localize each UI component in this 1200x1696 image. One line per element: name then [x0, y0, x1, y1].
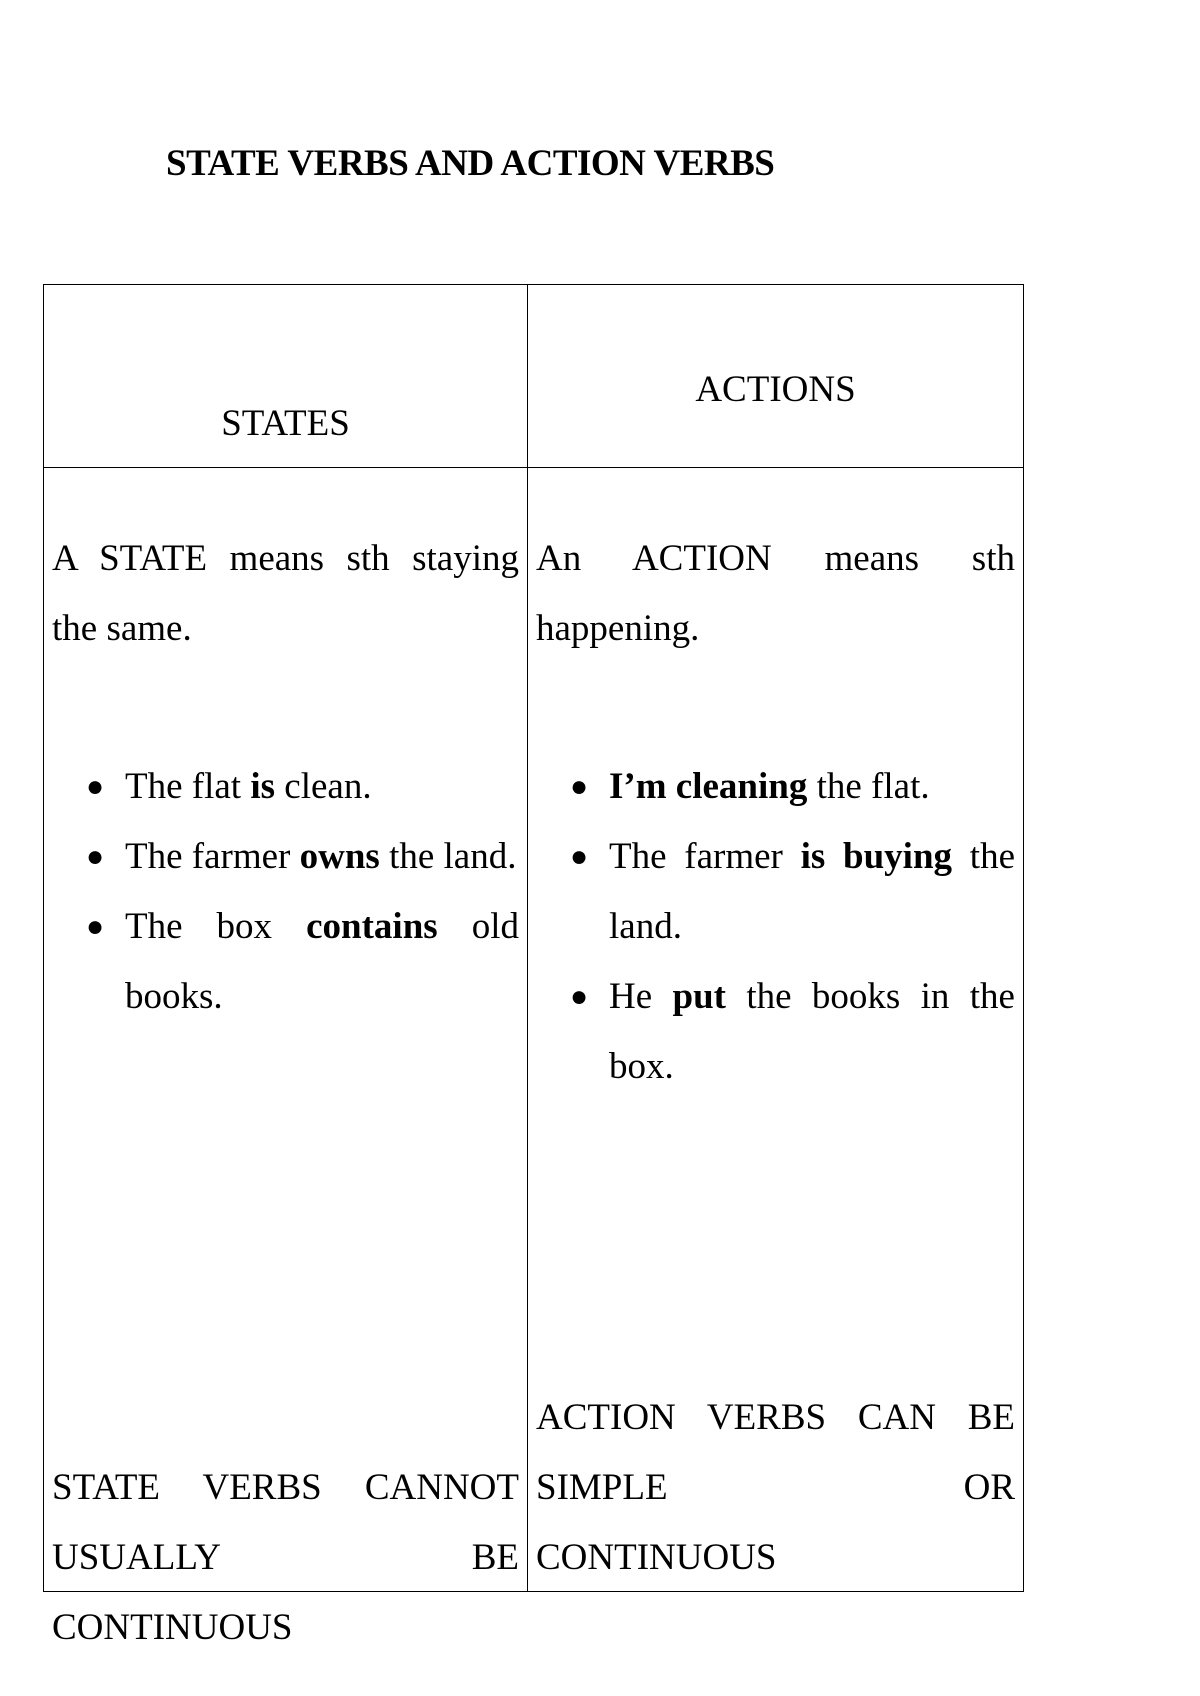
list-item: ● The box contains old books.: [52, 892, 519, 1032]
actions-header: ACTIONS: [695, 369, 856, 410]
bullet-icon: ●: [570, 770, 589, 803]
actions-header-cell: [528, 285, 1024, 468]
action-verb: put: [672, 976, 726, 1017]
actions-definition-line: An ACTION means sth: [536, 538, 1015, 579]
states-note-line: STATE VERBS CANNOT: [52, 1467, 519, 1508]
list-item: ● He put the books in the box.: [536, 962, 1015, 1102]
content-row: [44, 468, 1024, 1592]
states-note-line: CONTINUOUS: [52, 1607, 293, 1648]
action-verb: I’m cleaning: [609, 766, 808, 807]
state-verb: is: [250, 766, 276, 807]
list-item: ● The farmer owns the land.: [52, 822, 519, 892]
bullet-icon: ●: [86, 840, 105, 873]
states-definition-line: A STATE means sth staying: [52, 538, 519, 579]
states-header: STATES: [221, 403, 350, 444]
actions-note-line: CONTINUOUS: [536, 1537, 777, 1578]
actions-definition: [536, 524, 1015, 664]
list-item: ● The flat is clean.: [52, 752, 519, 822]
list-item: ● The farmer is buying the land.: [536, 822, 1015, 962]
bullet-icon: ●: [570, 980, 589, 1013]
states-header-cell: [44, 285, 528, 468]
states-note: [52, 1453, 519, 1663]
states-note-line: USUALLY BE: [52, 1537, 519, 1578]
bullet-icon: ●: [86, 910, 105, 943]
list-item: ● I’m cleaning the flat.: [536, 752, 1015, 822]
states-definition-line: the same.: [52, 608, 192, 649]
actions-note-line: SIMPLE OR: [536, 1467, 1015, 1508]
action-verb: is buying: [800, 836, 953, 877]
actions-definition-line: happening.: [536, 608, 700, 649]
page-title: STATE VERBS AND ACTION VERBS: [166, 143, 775, 184]
states-examples-list: [52, 752, 519, 1032]
states-cell: [44, 468, 528, 1648]
actions-examples-list: [536, 752, 1015, 1102]
header-row: [44, 285, 1024, 468]
bullet-icon: ●: [570, 840, 589, 873]
actions-cell: [528, 468, 1024, 1592]
state-verb: owns: [299, 836, 380, 877]
state-verb: contains: [306, 906, 438, 947]
actions-note: [536, 1383, 1015, 1593]
bullet-icon: ●: [86, 770, 105, 803]
comparison-table: [43, 284, 1024, 1648]
states-definition: [52, 524, 519, 664]
actions-note-line: ACTION VERBS CAN BE: [536, 1397, 1015, 1438]
